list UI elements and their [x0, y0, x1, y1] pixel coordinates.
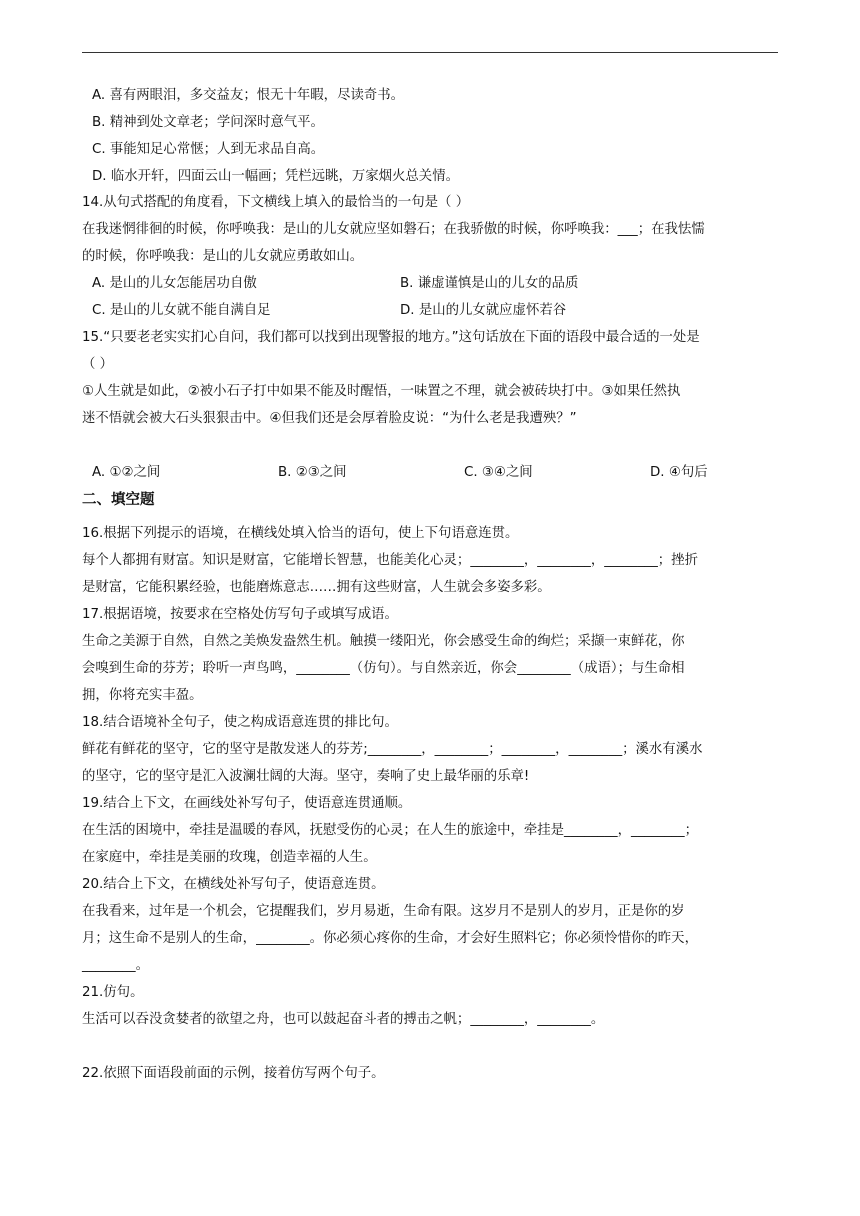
q22-stem: 22.依照下面语段前面的示例，接着仿写两个句子。 — [82, 1066, 385, 1081]
q20-text-line1: 在我看来，过年是一个机会，它提醒我们，岁月易逝，生命有限。这岁月不是别人的岁月，正是你的岁 — [82, 904, 685, 919]
q19-text-line2: 在家庭中，牵挂是美丽的玫瑰，创造幸福的人生。 — [82, 850, 377, 865]
q15-text-line2: 迷不悟就会被大石头狠狠击中。④但我们还是会厚着脸皮说：“为什么老是我遭殃？” — [82, 411, 577, 426]
q21-stem: 21.仿句。 — [82, 985, 144, 1000]
q20-text-line3: ________。 — [82, 958, 149, 973]
q19-stem: 19.结合上下文，在画线处补写句子，使语意连贯通顺。 — [82, 796, 412, 811]
q18-text-line1: 鲜花有鲜花的坚守，它的坚守是散发迷人的芬芳;________，________；________，________；溪水有溪水 — [82, 742, 703, 757]
q19-text-line1: 在生活的困境中，牵挂是温暖的春风，抚慰受伤的心灵；在人生的旅途中，牵挂是________，________； — [82, 823, 698, 838]
q15-option-b: B. ②③之间 — [278, 465, 347, 480]
q14-text-line2: 的时候，你呼唤我：是山的儿女就应勇敢如山。 — [82, 249, 364, 264]
q16-text-line1: 每个人都拥有财富。知识是财富，它能增长智慧，也能美化心灵；________，________，________；挫折 — [82, 553, 698, 568]
q15-stem-line2: （ ） — [82, 357, 114, 372]
header-rule — [82, 52, 778, 53]
q20-text-line2: 月；这生命不是别人的生命，________。你必须心疼你的生命，才会好生照料它；你必须怜惜你的昨天， — [82, 931, 698, 946]
q14-option-c: C. 是山的儿女就不能自满自足 — [92, 303, 271, 318]
q14-option-a: A. 是山的儿女怎能居功自傲 — [92, 276, 257, 291]
q15-option-a: A. ①②之间 — [92, 465, 161, 480]
q13-option-d: D. 临水开轩，四面云山一幅画；凭栏远眺，万家烟火总关情。 — [92, 169, 459, 184]
section-title: 二、填空题 — [82, 492, 155, 508]
q16-text-line2: 是财富，它能积累经验，也能磨炼意志……拥有这些财富，人生就会多姿多彩。 — [82, 580, 551, 595]
q17-text-line1: 生命之美源于自然，自然之美焕发盎然生机。触摸一缕阳光，你会感受生命的绚烂；采撷一束鲜花，你 — [82, 634, 685, 649]
q14-text-line1: 在我迷惘徘徊的时候，你呼唤我：是山的儿女就应坚如磐石；在我骄傲的时候，你呼唤我：___；在我怯懦 — [82, 222, 705, 237]
q17-text-line2: 会嗅到生命的芬芳；聆听一声鸟鸣，________（仿句）。与自然亲近，你会________（成语）；与生命相 — [82, 661, 685, 676]
q21-text-line1: 生活可以吞没贪婪者的欲望之舟，也可以鼓起奋斗者的搏击之帆；________，________。 — [82, 1012, 605, 1027]
q15-option-d: D. ④句后 — [650, 465, 708, 480]
q14-option-b: B. 谦虚谨慎是山的儿女的品质 — [400, 276, 579, 291]
q18-stem: 18.结合语境补全句子，使之构成语意连贯的排比句。 — [82, 715, 398, 730]
q14-option-d: D. 是山的儿女就应虚怀若谷 — [400, 303, 567, 318]
q14-stem: 14.从句式搭配的角度看，下文横线上填入的最恰当的一句是（ ） — [82, 195, 470, 210]
q13-option-b: B. 精神到处文章老；学问深时意气平。 — [92, 115, 324, 130]
q13-option-c: C. 事能知足心常惬；人到无求品自高。 — [92, 142, 325, 157]
q15-stem-line1: 15.“只要老老实实扪心自问，我们都可以找到出现警报的地方。”这句话放在下面的语段中最合适的一处是 — [82, 330, 700, 345]
q18-text-line2: 的坚守，它的坚守是汇入波澜壮阔的大海。坚守，奏响了史上最华丽的乐章! — [82, 769, 530, 784]
q15-text-line1: ①人生就是如此，②被小石子打中如果不能及时醒悟，一味置之不理，就会被砖块打中。③如果任然执 — [82, 384, 681, 399]
q20-stem: 20.结合上下文，在横线处补写句子，使语意连贯。 — [82, 877, 385, 892]
q15-option-c: C. ③④之间 — [464, 465, 533, 480]
q16-stem: 16.根据下列提示的语境，在横线处填入恰当的语句，使上下句语意连贯。 — [82, 526, 519, 541]
q17-stem: 17.根据语境，按要求在空格处仿写句子或填写成语。 — [82, 607, 398, 622]
q17-text-line3: 拥，你将充实丰盈。 — [82, 688, 203, 703]
q13-option-a: A. 喜有两眼泪，多交益友；恨无十年暇，尽读奇书。 — [92, 88, 405, 103]
